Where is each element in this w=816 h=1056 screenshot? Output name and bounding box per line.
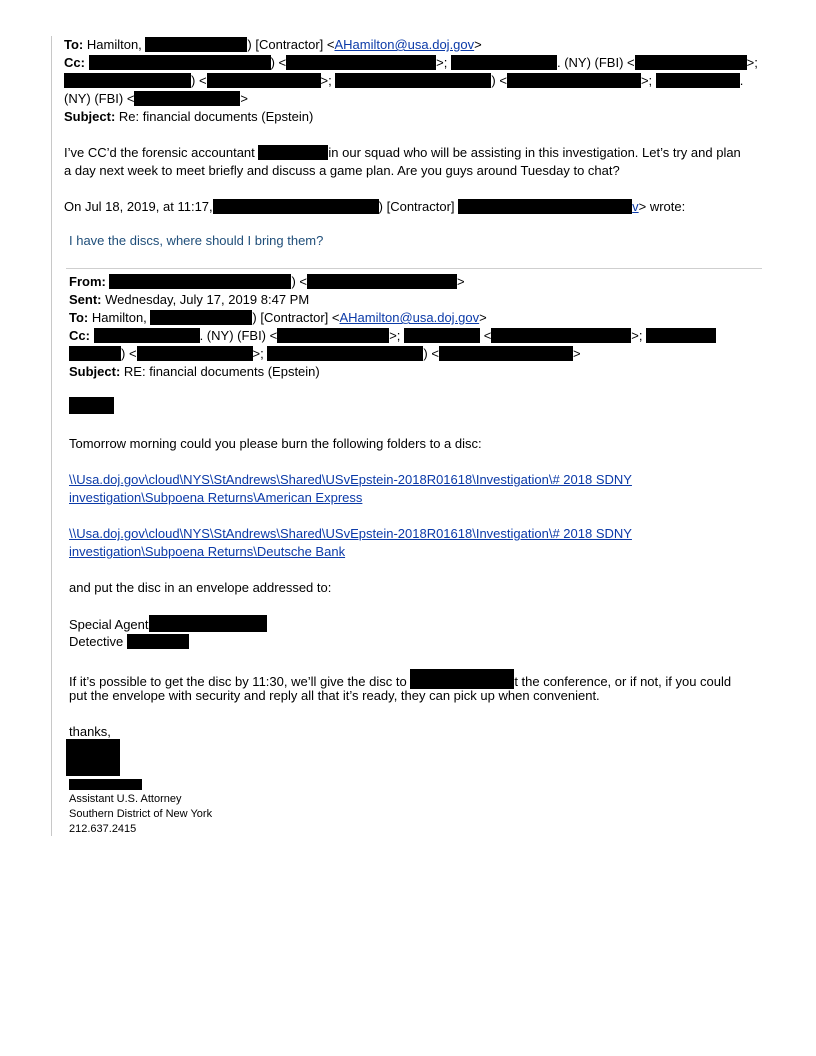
agent-line: Special Agent	[69, 615, 267, 634]
redaction	[451, 55, 557, 70]
detective-line: Detective	[69, 633, 189, 651]
quote-rule	[51, 36, 52, 836]
redaction	[267, 346, 423, 361]
redaction	[94, 328, 200, 343]
thanks-text: thanks,	[69, 724, 111, 739]
redaction	[69, 346, 121, 361]
redaction	[286, 55, 436, 70]
redaction	[134, 91, 240, 106]
cc-line-1: Cc: ) < >; . (NY) (FBI) < >;	[64, 55, 758, 70]
folder-link-deutsche[interactable]: \\Usa.doj.gov\cloud\NYS\StAndrews\Shared\USvEpstein-2018R01618\Investigation\# 2018 SDNY investigation\Subpoena Returns\Deutsche Bank	[69, 526, 632, 559]
inner-cc-line-2: ) < >; ) < >	[69, 345, 581, 363]
redaction	[410, 669, 514, 689]
email-link[interactable]: AHamilton@usa.doj.gov	[334, 37, 475, 52]
sent-label: Sent:	[69, 292, 102, 307]
envelope-text: and put the disc in an envelope addressed to:	[69, 580, 332, 595]
inner-subject-line: Subject: RE: financial documents (Epstein)	[69, 364, 320, 379]
redaction	[64, 73, 191, 88]
subject-value: Re: financial documents (Epstein)	[118, 109, 314, 124]
subject-label: Subject:	[64, 109, 116, 124]
email-link[interactable]: AHamilton@usa.doj.gov	[339, 310, 480, 325]
redaction	[213, 199, 379, 214]
inner-to-line: To: Hamilton, ) [Contractor] <AHamilton@usa.doj.gov>	[69, 310, 487, 325]
redaction	[258, 145, 328, 160]
redaction	[458, 199, 632, 214]
sent-line	[69, 291, 309, 309]
redaction	[149, 615, 267, 632]
redaction	[66, 739, 120, 776]
signature-office: Southern District of New York	[69, 808, 213, 820]
inner-cc-line-1: Cc: . (NY) (FBI) < >; < >;	[69, 327, 716, 345]
quoted-message: I have the discs, where should I bring them?	[69, 233, 324, 248]
redaction	[439, 346, 573, 361]
redaction	[109, 274, 291, 289]
closing-para-line-2: put the envelope with security and reply all that it’s ready, they can pick up when convenient.	[69, 688, 600, 703]
wrote-line: On Jul 18, 2019, at 11:17, ) [Contractor] v> wrote:	[64, 199, 686, 214]
redaction	[335, 73, 491, 88]
cc-line-2: ) < >; ) < >; .	[64, 72, 743, 90]
signature-title: Assistant U.S. Attorney	[69, 793, 182, 805]
redaction	[635, 55, 747, 70]
redaction	[207, 73, 321, 88]
redaction	[656, 73, 740, 88]
cc-line-3: (NY) (FBI) < >	[64, 91, 249, 106]
body-para-line-1: I’ve CC’d the forensic accountant in our squad who will be assisting in this investigation. Let’s try and plan	[64, 145, 741, 160]
body-para-line-2: a day next week to meet briefly and discuss a game plan. Are you guys around Tuesday to chat?	[64, 163, 620, 178]
redaction	[127, 634, 189, 649]
redaction	[404, 328, 480, 343]
redaction	[69, 779, 142, 790]
subject-line	[64, 108, 313, 126]
redaction	[69, 397, 114, 414]
folder-link-amex[interactable]: \\Usa.doj.gov\cloud\NYS\StAndrews\Shared\USvEpstein-2018R01618\Investigation\# 2018 SDNY investigation\Subpoena Returns\American Express	[69, 472, 632, 505]
divider	[66, 268, 762, 269]
redaction	[491, 328, 631, 343]
redaction	[507, 73, 641, 88]
redaction	[307, 274, 457, 289]
from-line: From: ) < >	[69, 274, 465, 289]
redaction	[137, 346, 253, 361]
redaction	[150, 310, 252, 325]
sent-value: Wednesday, July 17, 2019 8:47 PM	[105, 292, 310, 307]
signature-phone: 212.637.2415	[69, 823, 137, 835]
redaction	[277, 328, 389, 343]
cc-label: Cc:	[64, 55, 85, 70]
to-line: To: Hamilton, ) [Contractor] <AHamilton@usa.doj.gov>	[64, 37, 482, 52]
redaction	[646, 328, 716, 343]
closing-para-line-1: If it’s possible to get the disc by 11:30, we’ll give the disc to t the conference, or if not, if you could	[69, 669, 731, 691]
to-label: To:	[64, 37, 84, 52]
email-link[interactable]: v	[632, 199, 639, 214]
from-label: From:	[69, 274, 106, 289]
redaction	[145, 37, 247, 52]
redaction	[89, 55, 271, 70]
request-text: Tomorrow morning could you please burn the following folders to a disc:	[69, 436, 482, 451]
